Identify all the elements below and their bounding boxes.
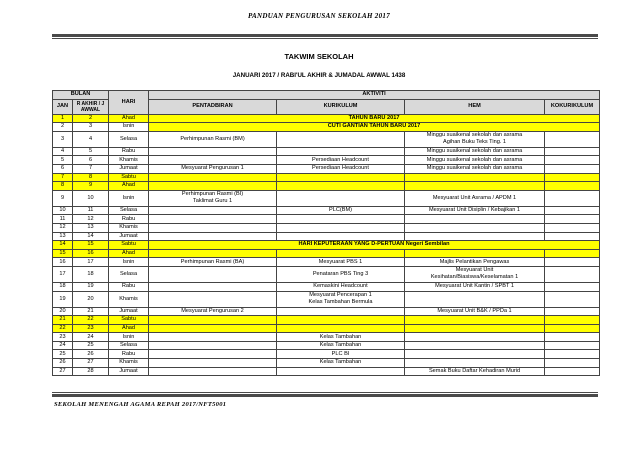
cell-kurikulum: Kelas Tambahan (277, 333, 405, 342)
table-row (53, 206, 600, 215)
cell-kokurikulum (545, 307, 600, 316)
cell-kokurikulum (545, 190, 600, 206)
cell-rakhir: 20 (73, 291, 109, 307)
cell-pentadbiran: Perhimpunan Rasmi (BM) (149, 131, 277, 147)
cell-hem: Mesyuarat Unit Kantin / SPBT 1 (405, 282, 545, 291)
cell-hari: Ahad (109, 182, 149, 191)
cell-jan: 8 (53, 182, 73, 191)
cell-hari: Rabu (109, 215, 149, 224)
cell-hem (405, 266, 545, 282)
cell-hari: Ahad (109, 324, 149, 333)
cell-hari: Sabtu (109, 316, 149, 325)
cell-rakhir: 10 (73, 190, 109, 206)
col-hari: HARI (109, 91, 149, 115)
cell-jan: 15 (53, 249, 73, 258)
cell-jan: 10 (53, 206, 73, 215)
cell-jan: 16 (53, 258, 73, 267)
cell-hem (405, 316, 545, 325)
cell-hari: Isnin (109, 333, 149, 342)
cell-kokurikulum (545, 258, 600, 267)
cell-kurikulum: Penataran PBS Ting 3 (277, 266, 405, 282)
cell-rakhir: 15 (73, 241, 109, 250)
cell-kurikulum: PLC(BM) (277, 206, 405, 215)
cell-hari: Khamis (109, 223, 149, 232)
cell-jan: 24 (53, 341, 73, 350)
cell-jan: 17 (53, 266, 73, 282)
cell-rakhir: 22 (73, 316, 109, 325)
table-row (53, 359, 600, 368)
table-row (53, 173, 600, 182)
cell-jan: 12 (53, 223, 73, 232)
cell-jan: 23 (53, 333, 73, 342)
cell-kurikulum (277, 307, 405, 316)
cell-hem: Mesyuarat Unit Asrama / APDM 1 (405, 190, 545, 206)
cell-jan: 9 (53, 190, 73, 206)
table-row (53, 156, 600, 165)
cell-line: Perhimpunan Rasmi (BI) (181, 191, 244, 198)
col-rakhir: R AKHIR / J AWWAL (73, 99, 109, 114)
cell-kurikulum: Persediaan Headcount (277, 164, 405, 173)
cell-jan: 3 (53, 131, 73, 147)
cell-rakhir: 16 (73, 249, 109, 258)
cell-rakhir: 25 (73, 341, 109, 350)
page-subtitle: JANUARI 2017 / RABI'UL AKHIR & JUMADAL AWWAL 1438 (232, 72, 406, 79)
cell-kurikulum (277, 182, 405, 191)
table-row (53, 258, 600, 267)
cell-kokurikulum (545, 316, 600, 325)
cell-rakhir: 5 (73, 147, 109, 156)
cell-rakhir: 19 (73, 282, 109, 291)
table-row (53, 324, 600, 333)
cell-pentadbiran (149, 324, 277, 333)
cell-hari: Isnin (109, 258, 149, 267)
cell-hem: Mesyuarat Unit B&K / PPDa 1 (405, 307, 545, 316)
cell-jan: 22 (53, 324, 73, 333)
cell-jan: 1 (53, 114, 73, 123)
cell-pentadbiran (149, 232, 277, 241)
table-row (53, 114, 600, 123)
cell-pentadbiran (149, 359, 277, 368)
cell-pentadbiran (149, 350, 277, 359)
cell-rakhir: 17 (73, 258, 109, 267)
cell-hem: Majlis Pelantikan Pengawas (405, 258, 545, 267)
cell-kurikulum: PLC BI (277, 350, 405, 359)
cell-hari: Selasa (109, 266, 149, 282)
cell-kokurikulum (545, 341, 600, 350)
document-header: PANDUAN PENGURUSAN SEKOLAH 2017 (248, 12, 390, 20)
cell-pentadbiran: Mesyuarat Pengurusan 1 (149, 164, 277, 173)
table-row (53, 307, 600, 316)
cell-pentadbiran (149, 282, 277, 291)
cell-pentadbiran (149, 316, 277, 325)
cell-jan: 26 (53, 359, 73, 368)
cell-pentadbiran (149, 367, 277, 376)
cell-hem (405, 324, 545, 333)
cell-hem (405, 182, 545, 191)
cell-jan: 5 (53, 156, 73, 165)
cell-pentadbiran: Perhimpunan Rasmi (BA) (149, 258, 277, 267)
table-row (53, 123, 600, 132)
cell-kokurikulum (545, 173, 600, 182)
cell-hari: Sabtu (109, 173, 149, 182)
cell-kurikulum (277, 215, 405, 224)
cell-kokurikulum (545, 131, 600, 147)
cell-line: Taklimat Guru 1 (192, 198, 233, 205)
cell-kokurikulum (545, 182, 600, 191)
table-row (53, 291, 600, 307)
cell-jan: 25 (53, 350, 73, 359)
footer-rule-thick (52, 394, 598, 397)
cell-jan: 13 (53, 232, 73, 241)
cell-jan: 7 (53, 173, 73, 182)
cell-hem (405, 350, 545, 359)
cell-kokurikulum (545, 147, 600, 156)
cell-hem (405, 232, 545, 241)
cell-pentadbiran (149, 223, 277, 232)
cell-kokurikulum (545, 333, 600, 342)
table-row (53, 316, 600, 325)
cell-line: Minggu suaikenal sekolah dan asrama (426, 132, 523, 139)
cell-rakhir: 21 (73, 307, 109, 316)
cell-kokurikulum (545, 206, 600, 215)
cell-hari: Rabu (109, 147, 149, 156)
cell-hari: Jumaat (109, 164, 149, 173)
cell-kurikulum (277, 131, 405, 147)
cell-rakhir: 23 (73, 324, 109, 333)
cell-kurikulum (277, 324, 405, 333)
cell-hem (405, 249, 545, 258)
cell-jan: 11 (53, 215, 73, 224)
cell-kokurikulum (545, 215, 600, 224)
cell-kurikulum: Kemaskini Headcount (277, 282, 405, 291)
cell-kokurikulum (545, 350, 600, 359)
cell-hari: Ahad (109, 249, 149, 258)
cell-pentadbiran (149, 190, 277, 206)
cell-kokurikulum (545, 164, 600, 173)
cell-pentadbiran (149, 333, 277, 342)
cell-hari: Khamis (109, 359, 149, 368)
cell-kokurikulum (545, 249, 600, 258)
cell-hem (405, 131, 545, 147)
cell-kokurikulum (545, 367, 600, 376)
col-jan: JAN (53, 99, 73, 114)
cell-jan: 2 (53, 123, 73, 132)
cell-jan: 21 (53, 316, 73, 325)
cell-hem: Semak Buku Daftar Kehadiran Murid (405, 367, 545, 376)
cell-hari: Khamis (109, 156, 149, 165)
cell-rakhir: 12 (73, 215, 109, 224)
col-aktiviti: AKTIVITI (149, 91, 600, 100)
cell-kurikulum: Mesyuarat PBS 1 (277, 258, 405, 267)
cell-rakhir: 8 (73, 173, 109, 182)
cell-rakhir: 14 (73, 232, 109, 241)
cell-kurikulum (277, 291, 405, 307)
cell-kurikulum (277, 147, 405, 156)
table-row (53, 215, 600, 224)
cell-pentadbiran (149, 206, 277, 215)
cell-hari: Ahad (109, 114, 149, 123)
cell-event-span: HARI KEPUTERAAN YANG D-PERTUAN Negeri Sembilan (149, 241, 600, 250)
cell-pentadbiran (149, 341, 277, 350)
table-row (53, 164, 600, 173)
table-row (53, 367, 600, 376)
cell-hem (405, 223, 545, 232)
cell-hari: Rabu (109, 350, 149, 359)
document-footer: SEKOLAH MENENGAH AGAMA REPAH 2017/NFT5001 (54, 401, 227, 408)
cell-rakhir: 24 (73, 333, 109, 342)
cell-kokurikulum (545, 324, 600, 333)
cell-kokurikulum (545, 266, 600, 282)
cell-rakhir: 6 (73, 156, 109, 165)
cell-hari: Sabtu (109, 241, 149, 250)
cell-jan: 14 (53, 241, 73, 250)
cell-kurikulum (277, 232, 405, 241)
table-row (53, 241, 600, 250)
cell-pentadbiran (149, 156, 277, 165)
cell-line: Kesihatan/Biasiswa/Keselamatan 1 (430, 274, 519, 281)
calendar-table (52, 90, 600, 376)
cell-event-span: TAHUN BARU 2017 (149, 114, 600, 123)
table-row (53, 232, 600, 241)
cell-rakhir: 9 (73, 182, 109, 191)
cell-rakhir: 7 (73, 164, 109, 173)
table-row (53, 223, 600, 232)
cell-line: Mesyuarat Unit (455, 267, 494, 274)
calendar-table-wrap (52, 90, 599, 376)
cell-hem: Mesyuarat Unit Disiplin / Kebajikan 1 (405, 206, 545, 215)
cell-pentadbiran (149, 266, 277, 282)
col-pentadbiran: PENTADBIRAN (149, 99, 277, 114)
cell-pentadbiran: Mesyuarat Pengurusan 2 (149, 307, 277, 316)
cell-event-span: CUTI GANTIAN TAHUN BARU 2017 (149, 123, 600, 132)
cell-jan: 18 (53, 282, 73, 291)
cell-line: Kelas Tambahan Bermula (308, 299, 373, 305)
table-row (53, 341, 600, 350)
cell-hari: Jumaat (109, 232, 149, 241)
cell-jan: 27 (53, 367, 73, 376)
table-row (53, 350, 600, 359)
cell-pentadbiran (149, 147, 277, 156)
cell-hari: Selasa (109, 131, 149, 147)
cell-kurikulum: Kelas Tambahan (277, 341, 405, 350)
cell-hari: Jumaat (109, 307, 149, 316)
cell-pentadbiran (149, 249, 277, 258)
cell-hem (405, 173, 545, 182)
table-row (53, 249, 600, 258)
calendar-body (53, 114, 600, 376)
cell-rakhir: 28 (73, 367, 109, 376)
cell-kurikulum: Kelas Tambahan (277, 359, 405, 368)
page-title: TAKWIM SEKOLAH (284, 52, 354, 61)
table-row (53, 266, 600, 282)
cell-hem (405, 291, 545, 307)
table-row (53, 282, 600, 291)
col-bulan: BULAN (53, 91, 109, 100)
cell-hem: Minggu suaikenal sekolah dan asrama (405, 147, 545, 156)
col-kurikulum: KURIKULUM (277, 99, 405, 114)
header-rule-thick (52, 34, 598, 37)
col-hem: HEM (405, 99, 545, 114)
cell-hari: Jumaat (109, 367, 149, 376)
cell-hem (405, 333, 545, 342)
cell-kokurikulum (545, 232, 600, 241)
col-kokurikulum: KOKURIKULUM (545, 99, 600, 114)
cell-line: Mesyuarat Pencerapan 1 (309, 292, 372, 298)
cell-rakhir: 3 (73, 123, 109, 132)
table-row (53, 190, 600, 206)
cell-line: Agihan Buku Teks Ting. 1 (443, 139, 507, 146)
cell-kokurikulum (545, 291, 600, 307)
cell-hari: Rabu (109, 282, 149, 291)
cell-pentadbiran (149, 291, 277, 307)
cell-jan: 20 (53, 307, 73, 316)
table-row (53, 182, 600, 191)
table-row (53, 131, 600, 147)
cell-kurikulum: Persediaan Headcount (277, 156, 405, 165)
cell-hari: Khamis (109, 291, 149, 307)
cell-kurikulum (277, 190, 405, 206)
cell-rakhir: 27 (73, 359, 109, 368)
cell-rakhir: 18 (73, 266, 109, 282)
cell-kokurikulum (545, 223, 600, 232)
cell-kurikulum (277, 223, 405, 232)
cell-jan: 19 (53, 291, 73, 307)
cell-kurikulum (277, 249, 405, 258)
cell-hem: Minggu suaikenal sekolah dan asrama (405, 164, 545, 173)
cell-jan: 4 (53, 147, 73, 156)
cell-kurikulum (277, 173, 405, 182)
cell-kokurikulum (545, 156, 600, 165)
cell-kokurikulum (545, 359, 600, 368)
cell-kurikulum (277, 367, 405, 376)
cell-hari: Isnin (109, 123, 149, 132)
cell-hari: Isnin (109, 190, 149, 206)
cell-hari: Selasa (109, 206, 149, 215)
cell-rakhir: 4 (73, 131, 109, 147)
cell-hem: Minggu suaikenal sekolah dan asrama (405, 156, 545, 165)
cell-hari: Selasa (109, 341, 149, 350)
table-row (53, 333, 600, 342)
cell-hem (405, 341, 545, 350)
cell-kurikulum (277, 316, 405, 325)
cell-pentadbiran (149, 182, 277, 191)
cell-pentadbiran (149, 215, 277, 224)
header-rule-thin (52, 38, 598, 39)
cell-jan: 6 (53, 164, 73, 173)
cell-rakhir: 26 (73, 350, 109, 359)
footer-rule-thin (52, 392, 598, 393)
cell-hem (405, 215, 545, 224)
table-row (53, 147, 600, 156)
cell-pentadbiran (149, 173, 277, 182)
cell-hem (405, 359, 545, 368)
cell-rakhir: 2 (73, 114, 109, 123)
cell-rakhir: 13 (73, 223, 109, 232)
cell-rakhir: 11 (73, 206, 109, 215)
cell-kokurikulum (545, 282, 600, 291)
